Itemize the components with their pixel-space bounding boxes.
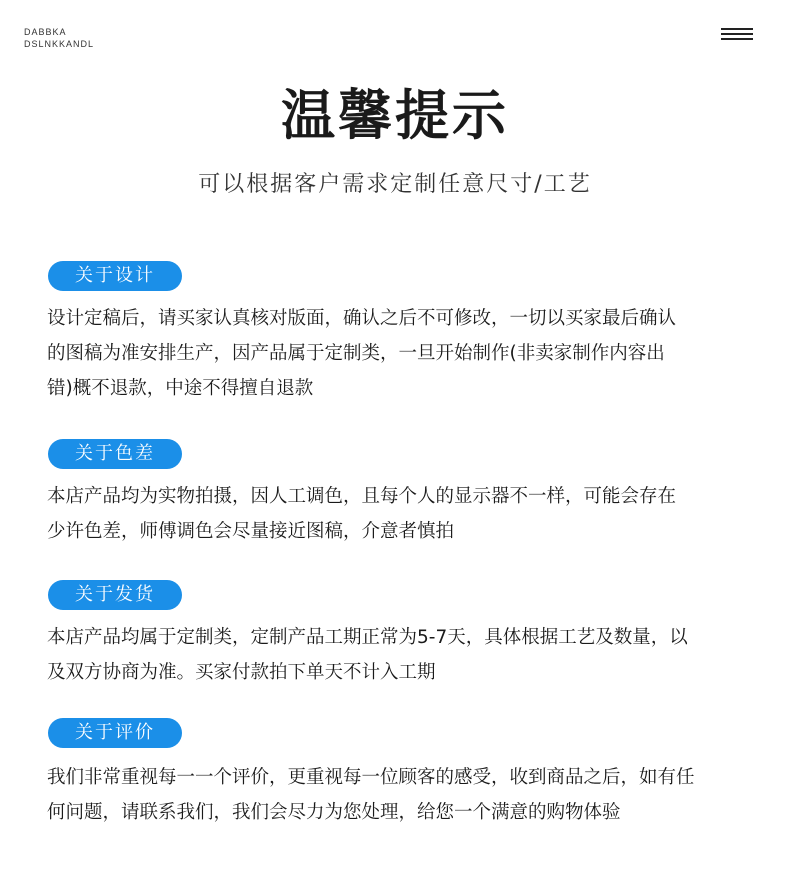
section-body-review: [47, 760, 762, 830]
brand-line-2: DSLNKKANDL: [24, 39, 95, 49]
section-line: 我们非常重视每一一个评价，更重视每一位顾客的感受，收到商品之后，如有任: [47, 767, 695, 788]
section-body-color: [47, 479, 762, 549]
brand-line-1: DABBKA: [24, 27, 67, 37]
section-line: 设计定稿后，请买家认真核对版面，确认之后不可修改，一切以买家最后确认: [47, 308, 677, 329]
section-body-shipping: [47, 620, 762, 690]
section-line: 及双方协商为准。买家付款拍下单天不计入工期: [47, 662, 436, 683]
section-tag-color: 关于色差: [48, 439, 182, 469]
section-tag-review: 关于评价: [48, 718, 182, 748]
section-line: 何问题，请联系我们，我们会尽力为您处理，给您一个满意的购物体验: [47, 802, 621, 823]
page-title: 温馨提示: [281, 84, 509, 147]
section-line: 少许色差，师傅调色会尽量接近图稿，介意者慎拍: [47, 521, 455, 542]
hamburger-menu-icon[interactable]: [721, 28, 753, 40]
section-body-design: [47, 301, 762, 406]
page-subtitle: 可以根据客户需求定制任意尺寸/工艺: [198, 172, 592, 197]
section-tag-design: 关于设计: [48, 261, 182, 291]
section-line: 错)概不退款，中途不得擅自退款: [47, 378, 314, 399]
brand-logo: [24, 26, 94, 50]
section-line: 的图稿为准安排生产，因产品属于定制类，一旦开始制作(非卖家制作内容出: [47, 343, 665, 364]
section-line: 本店产品均属于定制类，定制产品工期正常为5-7天，具体根据工艺及数量，以: [47, 627, 688, 648]
section-tag-shipping: 关于发货: [48, 580, 182, 610]
section-line: 本店产品均为实物拍摄，因人工调色，且每个人的显示器不一样，可能会存在: [47, 486, 677, 507]
